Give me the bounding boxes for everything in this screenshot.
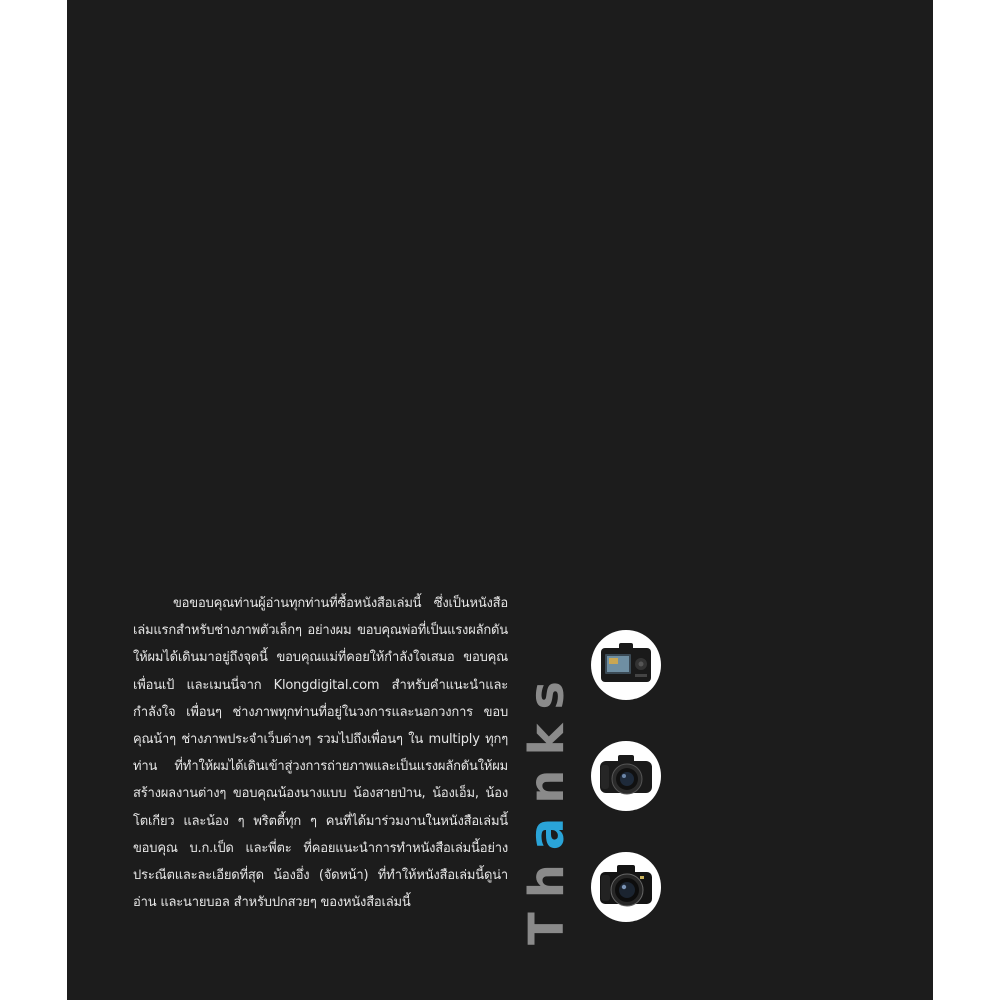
thanks-part-2: nks — [519, 667, 575, 804]
camera-front-photo-1 — [591, 741, 661, 811]
thanks-part-1: Th — [519, 850, 575, 945]
camera-front-lens-icon — [595, 856, 657, 918]
thanks-heading — [519, 667, 575, 945]
camera-front-photo-2 — [591, 852, 661, 922]
camera-back-lcd-icon — [595, 634, 657, 696]
thanks-accent-letter: a — [519, 803, 575, 851]
camera-back-photo — [591, 630, 661, 700]
acknowledgement-text: ขอขอบคุณท่านผู้อ่านทุกท่านที่ซื้อหนังสือเล่มนี้ ซึ่งเป็นหนังสือเล่มแรกสำหรับช่างภาพตัวเล็กๆ อย่างผม ขอบคุณพ่อที่เป็นแรงผลักดันให้ผมได้เดินมาอยู่ถึงจุดนี้ ขอบคุณแม่ที่คอยให้กำลังใจเสมอ ขอบคุณเพื่อนเป้ และเมนนี่จาก Klongdigital.com สำหรับคำแนะนำและกำลังใจ เพื่อนๆ ช่างภาพทุกท่านที่อยู่ในวงการและนอกวงการ ขอบคุณน้าๆ ช่างภาพประจำเว็บต่างๆ รวมไปถึงเพื่อนๆ ใน multiply ทุกๆ ท่าน ที่ทำให้ผมได้เดินเข้าสู่วงการถ่ายภาพและเป็นแรงผลักดันให้ผมสร้างผลงานต่างๆ ขอบคุณน้องนางแบบ น้องสายป่าน, น้องเอ็ม, น้องโตเกียว และน้อง ๆ พริตตี้ทุก ๆ คนที่ได้มาร่วมงานในหนังสือเล่มนี้ ขอบคุณ บ.ก.เป็ด และพี่ตะ ที่คอยแนะนำการทำหนังสือเล่มนี้อย่างประณีตและละเอียดที่สุด น้องอึ่ง (จัดหน้า) ที่ทำให้หนังสือเล่มนี้ดูน่าอ่าน และนายบอล สำหรับปกสวยๆ ของหนังสือเล่มนี้ — [133, 596, 508, 911]
camera-front-lens-icon — [595, 745, 657, 807]
